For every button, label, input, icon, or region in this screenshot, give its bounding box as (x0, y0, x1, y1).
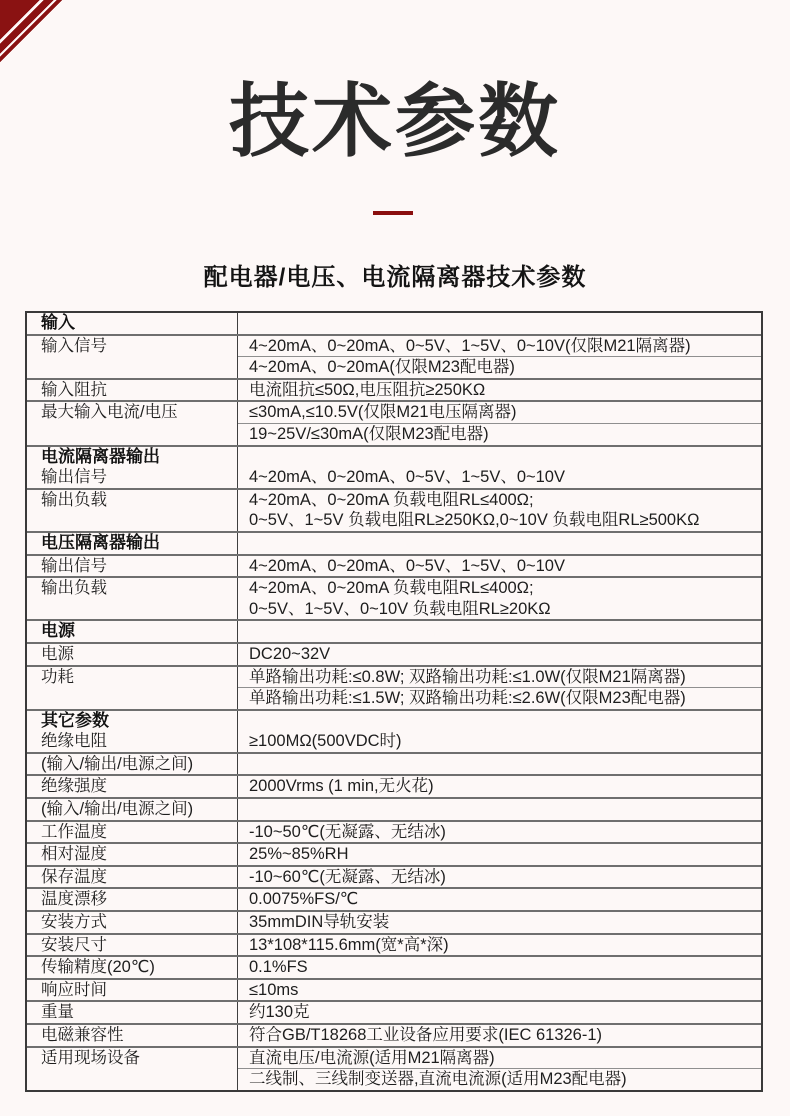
table-row (27, 488, 761, 531)
row-value: 4~20mA、0~20mA 负载电阻RL≤400Ω; (249, 579, 534, 598)
row-value-cell (238, 578, 761, 619)
row-label: 工作温度 (41, 822, 107, 841)
row-label-spacer (41, 687, 237, 708)
section-header-label: 电源 (41, 621, 75, 641)
table-row (27, 445, 761, 488)
row-label-cell (27, 1025, 238, 1046)
table-row (27, 642, 761, 665)
table-row (27, 820, 761, 843)
row-value: 0.1%FS (249, 958, 308, 977)
row-label-spacer (41, 356, 237, 377)
row-value-cell (238, 402, 761, 444)
row-value-cell (238, 822, 761, 843)
row-label-spacer (41, 510, 237, 531)
section-header-label: 其它参数 (41, 710, 109, 730)
row-label: 输入阻抗 (41, 380, 107, 399)
table-row (27, 774, 761, 797)
table-row (27, 576, 761, 619)
row-value-cell (238, 754, 761, 775)
row-label: 功耗 (41, 667, 74, 686)
row-value-cell (238, 556, 761, 577)
row-value: -10~50℃(无凝露、无结冰) (249, 822, 446, 841)
row-label: 适用现场设备 (41, 1048, 140, 1067)
row-value-cell (238, 711, 761, 752)
row-label-cell (27, 490, 238, 531)
row-value: 约130克 (249, 1003, 310, 1022)
spec-table (25, 311, 763, 1092)
row-value: 4~20mA、0~20mA、0~5V、1~5V、0~10V (249, 556, 565, 575)
row-label-cell (27, 402, 238, 444)
corner-ribbon-icon (0, 0, 62, 62)
row-label-spacer (41, 423, 237, 444)
row-label: 输出负载 (41, 579, 107, 598)
row-value-cell (238, 844, 761, 865)
row-value-cell (238, 957, 761, 978)
row-value-cell (238, 1025, 761, 1046)
row-value: 25%~85%RH (249, 845, 349, 864)
row-label-cell (27, 935, 238, 956)
row-value: ≥100MΩ(500VDC时) (249, 732, 402, 751)
row-label: 输出信号 (41, 468, 107, 487)
row-label: 输出负载 (41, 490, 107, 509)
row-label-cell (27, 867, 238, 888)
row-value (238, 447, 761, 468)
row-value-cell (238, 1002, 761, 1023)
row-value: 0~5V、1~5V、0~10V 负载电阻RL≥20KΩ (249, 599, 551, 618)
row-value: 4~20mA、0~20mA 负载电阻RL≤400Ω; (249, 490, 534, 509)
table-row (27, 709, 761, 752)
row-value: 13*108*115.6mm(宽*高*深) (249, 935, 449, 954)
row-value: 4~20mA、0~20mA、0~5V、1~5V、0~10V(仅限M21隔离器) (249, 336, 691, 355)
row-value-cell (238, 313, 761, 334)
table-row (27, 978, 761, 1001)
row-value: 符合GB/T18268工业设备应用要求(IEC 61326-1) (249, 1026, 603, 1044)
row-value: DC20~32V (249, 644, 331, 663)
table-row (27, 665, 761, 709)
row-label: 传输精度(20℃) (41, 958, 155, 977)
row-value (238, 621, 761, 642)
table-row (27, 887, 761, 910)
row-label: 安装尺寸 (41, 935, 107, 954)
row-label-cell (27, 380, 238, 401)
row-label-cell (27, 980, 238, 1001)
row-label-cell (27, 754, 238, 775)
row-label-cell (27, 667, 238, 709)
row-label: 电源 (41, 644, 74, 663)
table-row (27, 1023, 761, 1046)
row-label-cell (27, 822, 238, 843)
table-row (27, 378, 761, 401)
row-label-cell (27, 644, 238, 665)
row-value: ≤10ms (249, 980, 299, 999)
table-row (27, 842, 761, 865)
row-value-cell (238, 1048, 761, 1090)
section-header-label: 输入 (41, 313, 75, 332)
row-value (238, 711, 761, 732)
row-label-cell (27, 336, 238, 378)
row-value-cell (238, 667, 761, 709)
row-label: 输入信号 (41, 336, 107, 355)
table-row (27, 1000, 761, 1023)
row-label-spacer (41, 1068, 237, 1089)
row-value: 电流阻抗≤50Ω,电压阻抗≥250KΩ (249, 380, 486, 399)
row-label-cell (27, 799, 238, 820)
row-value: 4~20mA、0~20mA、0~5V、1~5V、0~10V (249, 468, 565, 487)
row-value (238, 754, 761, 775)
row-label-cell (27, 776, 238, 797)
row-value-cell (238, 912, 761, 933)
row-label: 响应时间 (41, 980, 107, 999)
row-value: 4~20mA、0~20mA(仅限M23配电器) (238, 356, 761, 378)
row-value-cell (238, 867, 761, 888)
row-value-cell (238, 776, 761, 797)
row-label-spacer (41, 599, 237, 620)
row-label: (输入/输出/电源之间) (41, 754, 194, 773)
table-row (27, 797, 761, 820)
row-value-cell (238, 447, 761, 488)
row-value: 2000Vrms (1 min,无火花) (249, 777, 434, 796)
row-value-cell (238, 935, 761, 956)
table-row (27, 400, 761, 444)
row-label-cell (27, 313, 238, 334)
row-value-cell (238, 621, 761, 642)
row-label: 绝缘电阻 (41, 732, 107, 751)
table-row (27, 619, 761, 642)
row-label: 绝缘强度 (41, 777, 107, 796)
title-divider (373, 211, 413, 215)
row-label-cell (27, 533, 238, 554)
row-value: 二线制、三线制变送器,直流电流源(适用M23配电器) (238, 1068, 761, 1090)
section-header-label: 电流隔离器输出 (41, 446, 160, 466)
row-label-cell (27, 556, 238, 577)
row-label: 安装方式 (41, 913, 107, 932)
row-value: 0~5V、1~5V 负载电阻RL≥250KΩ,0~10V 负载电阻RL≥500KΩ (249, 511, 700, 530)
row-label: 重量 (41, 1003, 74, 1022)
row-value-cell (238, 980, 761, 1001)
row-label-cell (27, 844, 238, 865)
row-label: 保存温度 (41, 867, 107, 886)
table-row (27, 955, 761, 978)
row-label-cell (27, 1002, 238, 1023)
row-value: ≤30mA,≤10.5V(仅限M21电压隔离器) (249, 403, 517, 422)
row-value-cell (238, 336, 761, 378)
row-label: 电磁兼容性 (41, 1026, 124, 1044)
row-value: -10~60℃(无凝露、无结冰) (249, 867, 446, 886)
row-label-cell (27, 912, 238, 933)
row-label-cell (27, 578, 238, 619)
row-value: 单路输出功耗:≤0.8W; 双路输出功耗:≤1.0W(仅限M21隔离器) (249, 667, 686, 686)
row-label-cell (27, 621, 238, 642)
row-label-cell (27, 447, 238, 488)
row-value (238, 799, 761, 820)
table-row (27, 531, 761, 554)
row-value: 35mmDIN导轨安装 (249, 913, 390, 932)
row-label-cell (27, 957, 238, 978)
row-value: 0.0075%FS/℃ (249, 890, 359, 909)
row-label: (输入/输出/电源之间) (41, 800, 194, 819)
row-value: 直流电压/电流源(适用M21隔离器) (249, 1048, 495, 1067)
page-subtitle: 配电器/电压、电流隔离器技术参数 (203, 264, 587, 291)
row-label: 温度漂移 (41, 890, 107, 909)
table-row (27, 334, 761, 378)
table-row (27, 910, 761, 933)
table-row (27, 1046, 761, 1090)
table-row (27, 865, 761, 888)
table-row (27, 752, 761, 775)
row-label-cell (27, 1048, 238, 1090)
row-value-cell (238, 644, 761, 665)
page-title: 技术参数 (229, 77, 561, 166)
row-value (238, 533, 761, 554)
row-label-cell (27, 711, 238, 752)
section-header-label: 电压隔离器输出 (41, 532, 160, 552)
table-row (27, 313, 761, 334)
row-value: 单路输出功耗:≤1.5W; 双路输出功耗:≤2.6W(仅限M23配电器) (238, 687, 761, 709)
row-value (238, 313, 761, 334)
table-row (27, 554, 761, 577)
row-value-cell (238, 490, 761, 531)
row-value-cell (238, 889, 761, 910)
row-value-cell (238, 533, 761, 554)
row-value: 19~25V/≤30mA(仅限M23配电器) (238, 423, 761, 445)
row-label: 相对湿度 (41, 845, 107, 864)
row-label: 输出信号 (41, 556, 107, 575)
row-value-cell (238, 380, 761, 401)
row-value-cell (238, 799, 761, 820)
row-label: 最大输入电流/电压 (41, 403, 178, 422)
row-label-cell (27, 889, 238, 910)
table-row (27, 933, 761, 956)
